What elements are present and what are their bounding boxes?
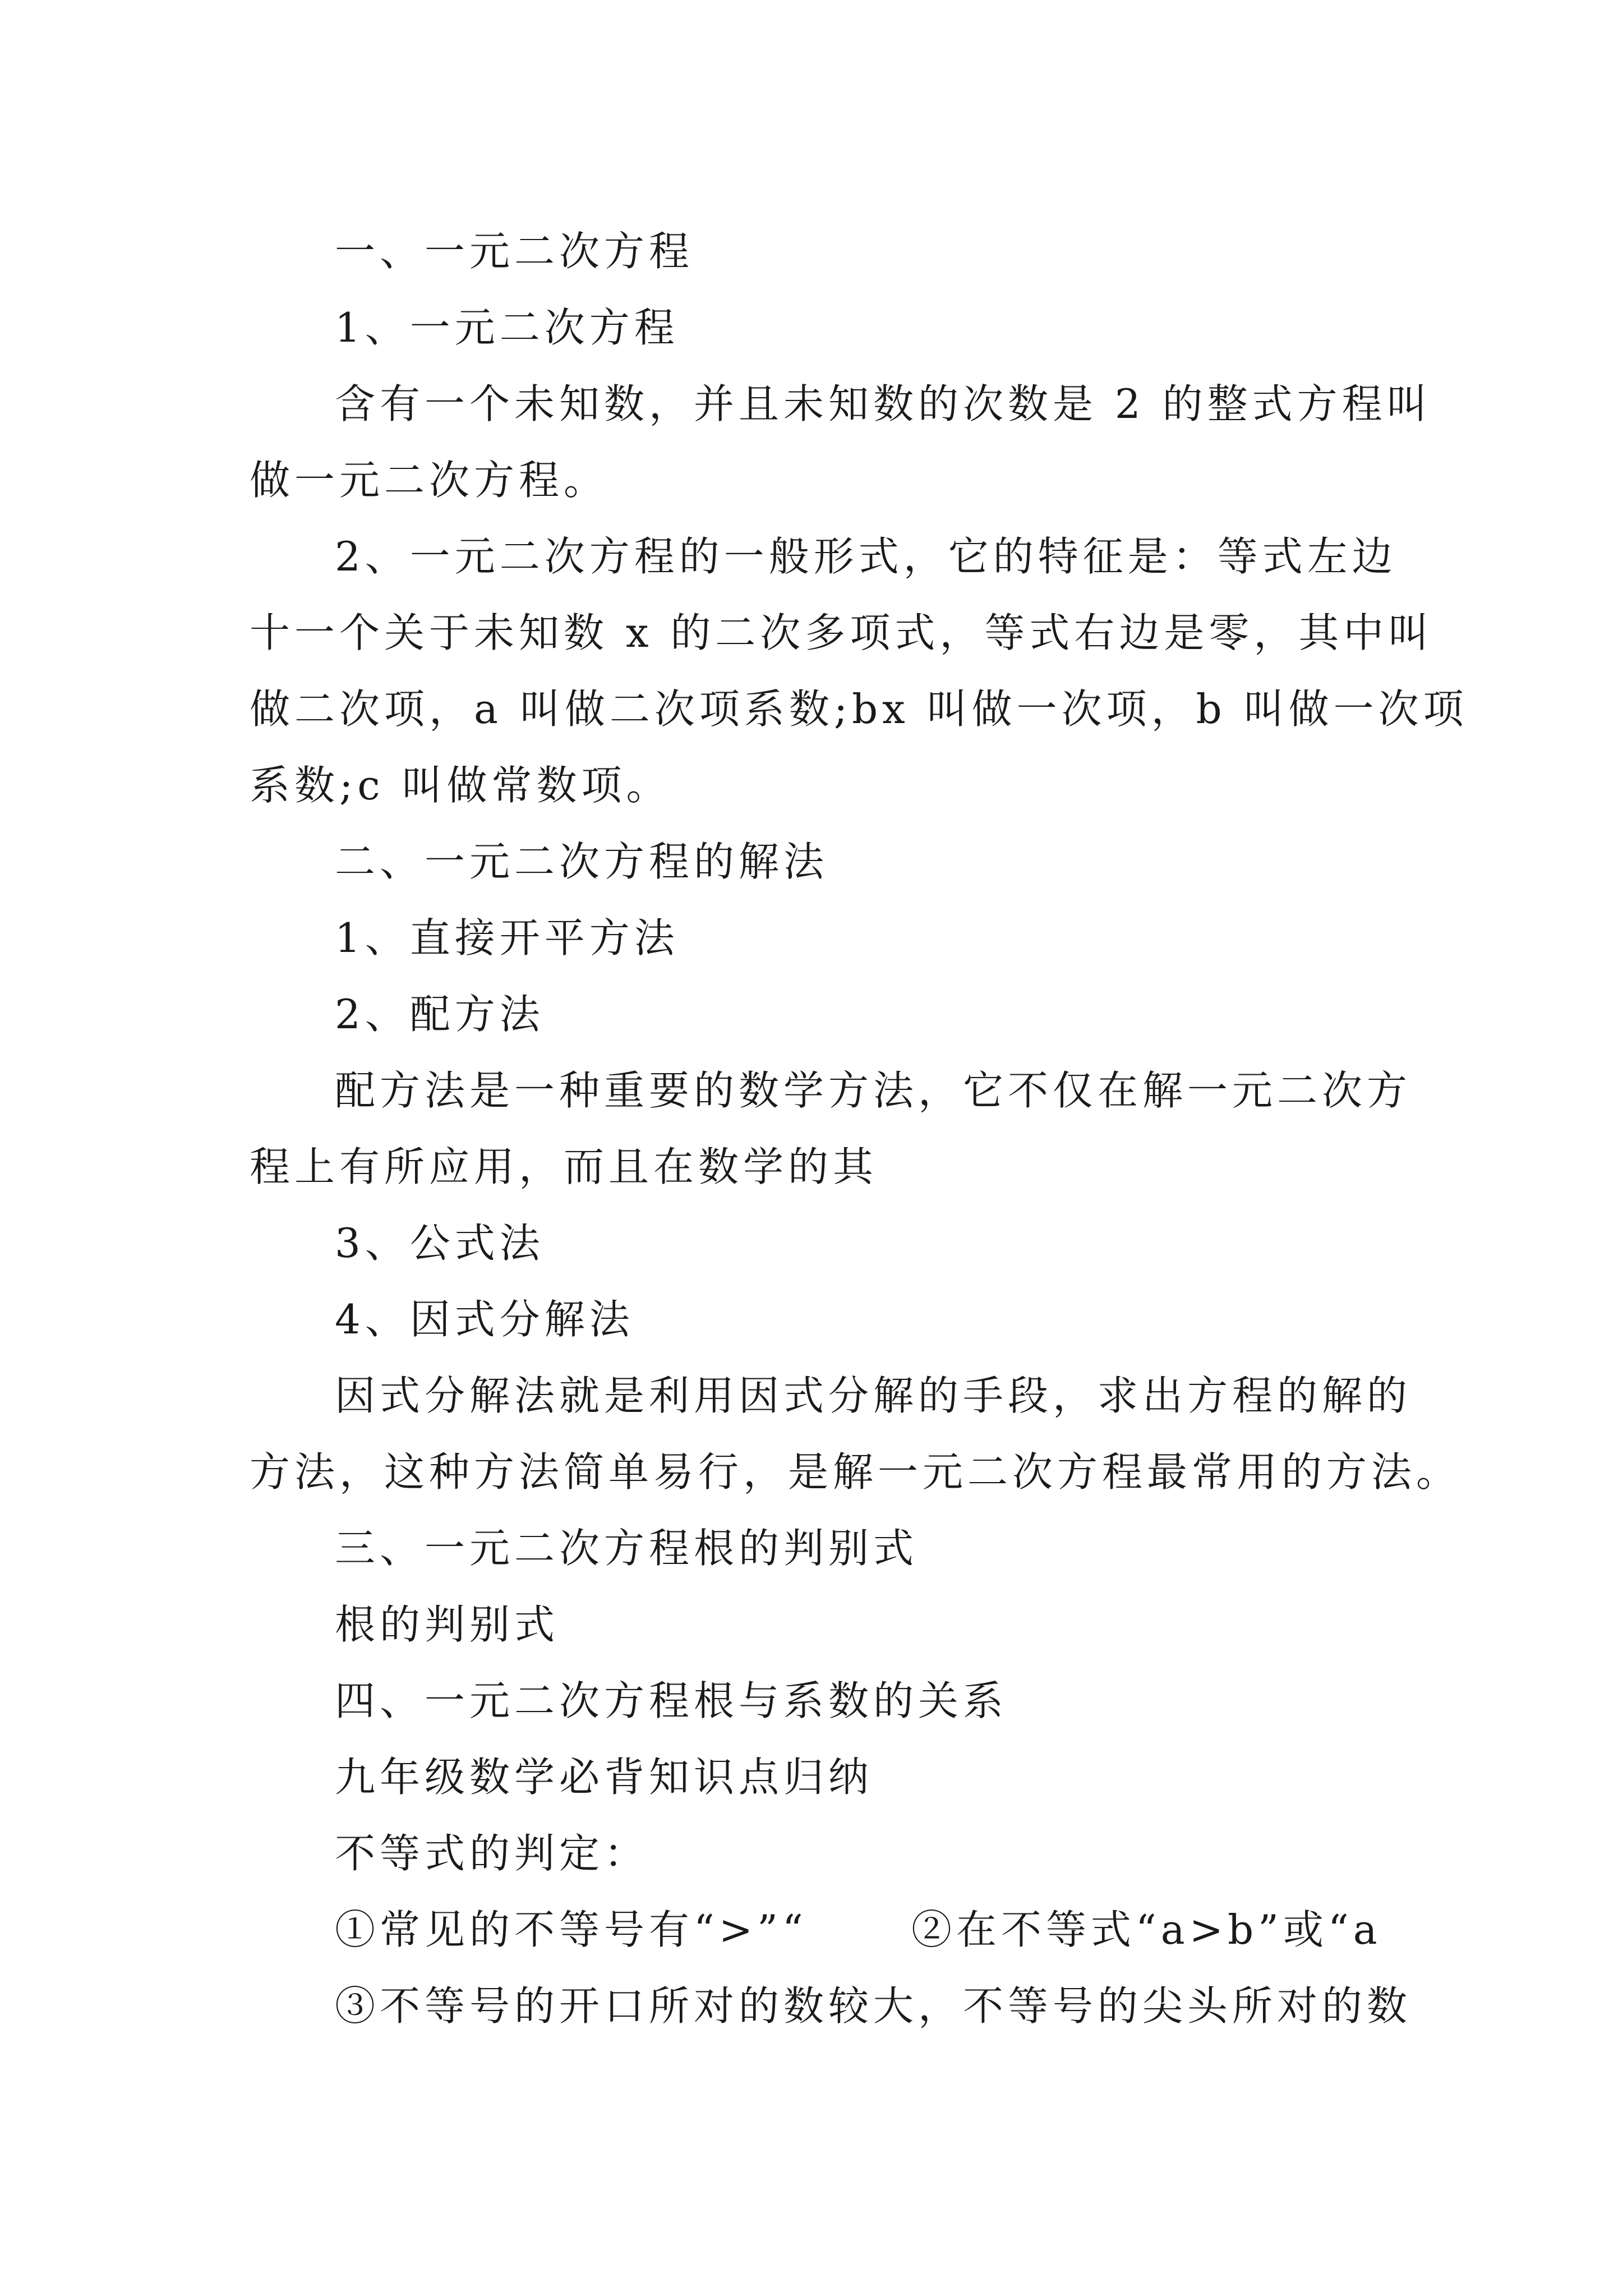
paragraph-line: 因式分解法就是利用因式分解的手段，求出方程的解的 (335, 1372, 1412, 1419)
subheading: 4、因式分解法 (335, 1296, 634, 1343)
subheading: 3、公式法 (335, 1220, 545, 1267)
paragraph-line: 2、一元二次方程的一般形式，它的特征是：等式左边 (335, 533, 1397, 580)
paragraph-line: 不等式的判定： (335, 1830, 649, 1877)
paragraph-line: 做一元二次方程。 (250, 457, 609, 504)
document-body (250, 213, 1468, 2044)
subheading: 2、配方法 (335, 991, 545, 1038)
paragraph-line: 根的判别式 (335, 1601, 560, 1648)
paragraph-line: 九年级数学必背知识点归纳 (335, 1754, 874, 1801)
paragraph-line: 系数;c 叫做常数项。 (250, 762, 671, 809)
paragraph-line: 配方法是一种重要的数学方法，它不仅在解一元二次方 (335, 1067, 1412, 1114)
inequality-note-1: ①常见的不等号有“>”“ (335, 1906, 808, 1953)
subheading: 1、一元二次方程 (335, 304, 679, 351)
paragraph-line (250, 1892, 1394, 1968)
paragraph-line: 做二次项，a 叫做二次项系数;bx 叫做一次项，b 叫做一次项 (250, 685, 1468, 733)
inequality-note-2: ②在不等式“a>b”或“a (911, 1906, 1382, 1953)
paragraph-line: 含有一个未知数，并且未知数的次数是 2 的整式方程叫 (335, 380, 1432, 427)
section-heading-4: 四、一元二次方程根与系数的关系 (335, 1677, 1008, 1724)
section-heading-3: 三、一元二次方程根的判别式 (335, 1525, 919, 1572)
paragraph-line: 方法，这种方法简单易行，是解一元二次方程最常用的方法。 (250, 1448, 1461, 1496)
section-heading-2: 二、一元二次方程的解法 (335, 838, 829, 885)
paragraph-line: 十一个关于未知数 x 的二次多项式，等式右边是零，其中叫 (250, 609, 1433, 656)
section-heading-1: 一、一元二次方程 (335, 228, 694, 275)
subheading: 1、直接开平方法 (335, 914, 679, 961)
paragraph-line: 程上有所应用，而且在数学的其 (250, 1143, 878, 1190)
paragraph-line: ③不等号的开口所对的数较大，不等号的尖头所对的数 (335, 1982, 1412, 2030)
